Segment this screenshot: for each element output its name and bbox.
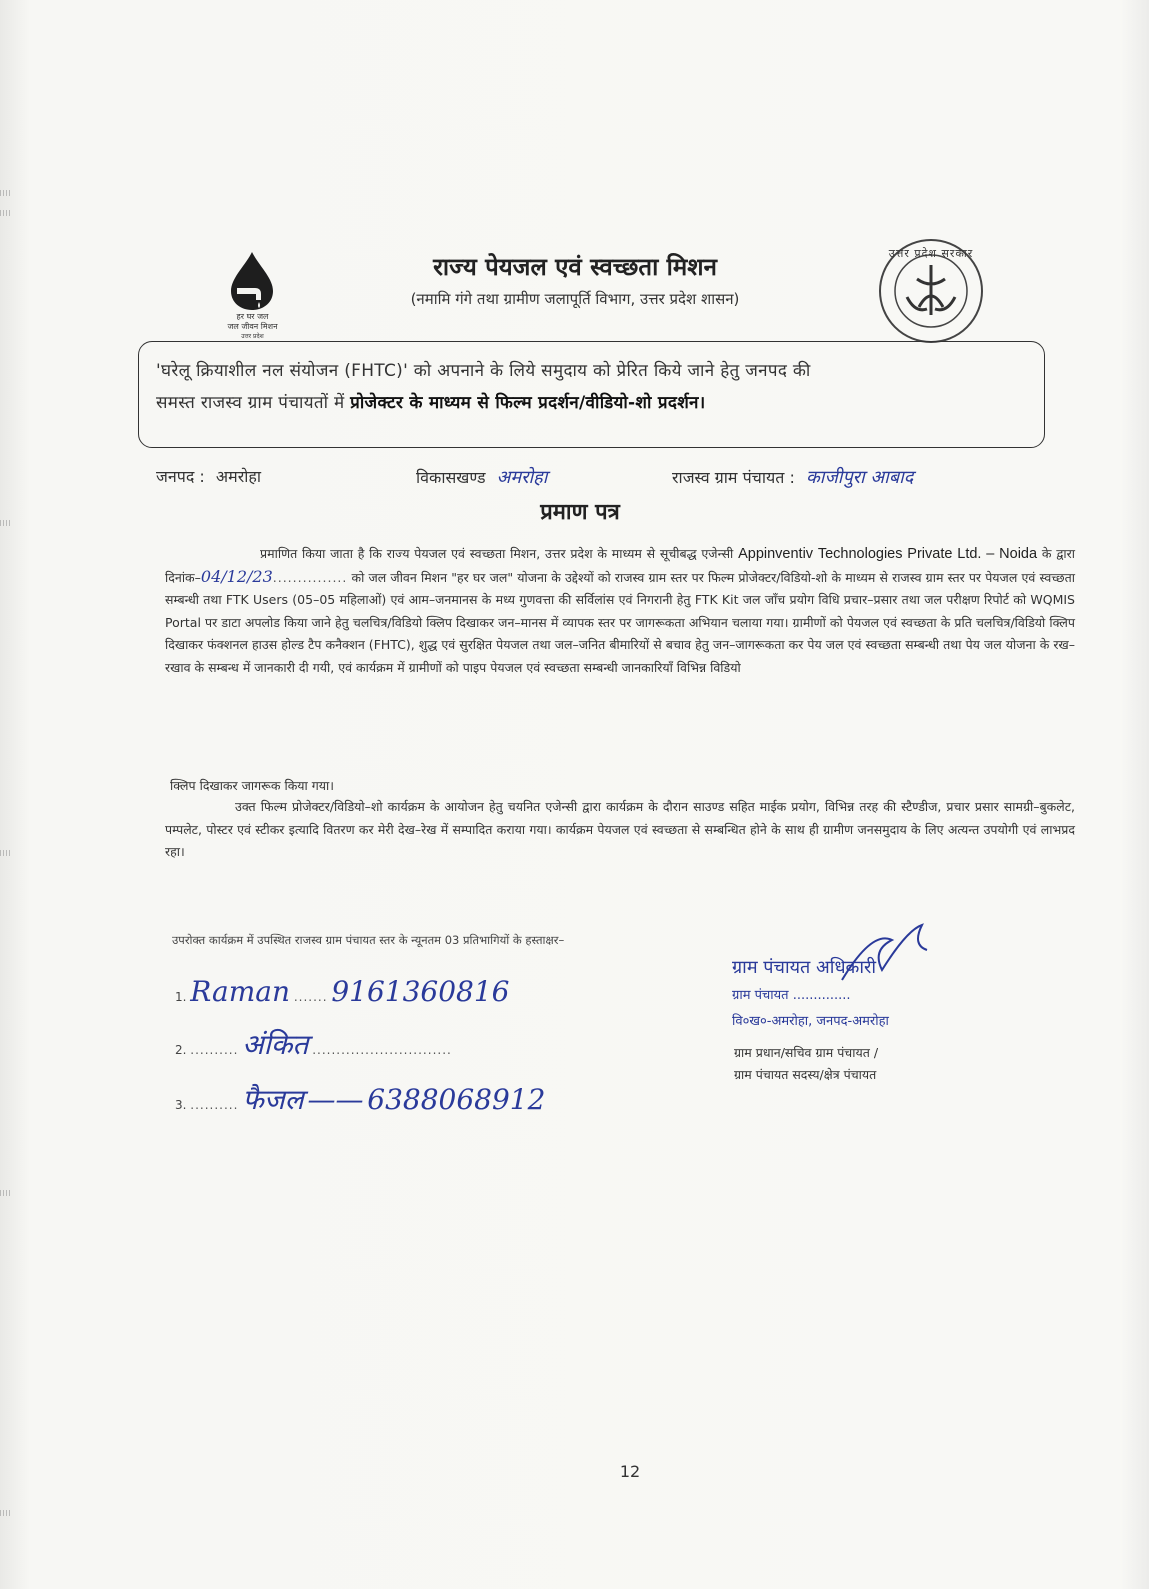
scan-edge-mark: [0, 190, 10, 196]
certificate-heading: प्रमाण पत्र: [540, 500, 620, 525]
notice-line2: [156, 390, 1026, 413]
participant-number: 3.: [175, 1098, 187, 1112]
notice-box: [138, 341, 1045, 448]
para1-part-b: के द्वारा दिनांक–: [165, 546, 1075, 585]
panchayat-value: काजीपुरा आबाद: [805, 467, 914, 488]
stamp-line1: ग्राम पंचायत अधिकारी: [732, 957, 877, 978]
program-date: 04/12/23: [200, 566, 273, 586]
notice-line2-regular: समस्त राजस्व ग्राम पंचायतों में: [156, 393, 345, 413]
logo-text-line2: जल जीवन मिशन: [227, 322, 278, 331]
agency-name-b: Technologies Private Ltd. – Noida: [817, 546, 1038, 562]
up-government-seal: [877, 237, 985, 345]
logo-text-line3: उत्तर प्रदेश: [241, 333, 264, 340]
participant-number: 2.: [175, 1043, 187, 1057]
district-label: जनपद :: [156, 467, 205, 486]
participant-row: 3. .......... फैजल —— 6388068912: [175, 1083, 546, 1116]
participant-row: 1. Raman ....... 9161360816: [175, 975, 510, 1008]
stamp-line3: वि०ख०-अमरोहा, जनपद-अमरोहा: [732, 1014, 889, 1029]
participant-name: Raman: [190, 975, 290, 1008]
seal-text: उत्तर प्रदेश सरकार: [888, 247, 974, 260]
scan-edge-mark: [0, 1190, 10, 1196]
district-value: अमरोहा: [215, 467, 262, 486]
role-line1: ग्राम प्रधान/सचिव ग्राम पंचायत /: [734, 1045, 879, 1060]
scan-edge-mark: [0, 210, 10, 216]
panchayat-field: [672, 465, 913, 489]
official-stamp: [732, 955, 1012, 1029]
participant-number: 1.: [175, 990, 187, 1004]
page-number: 12: [619, 1462, 641, 1481]
signature-mark: [832, 920, 952, 1000]
official-roles: [734, 1042, 1014, 1086]
role-line2: ग्राम पंचायत सदस्य/क्षेत्र पंचायत: [734, 1067, 877, 1082]
notice-line1: 'घरेलू क्रियाशील नल संयोजन (FHTC)' को अपनाने के लिये समुदाय को प्रेरित किये जाने हेतु जनपद की: [156, 361, 811, 381]
para1-part-c: को जल जीवन मिशन "हर घर जल" योजना के उद्देश्यों को राजस्व ग्राम स्तर पर फिल्म प्रोजेक्टर/विडियो-शो के माध्यम से राजस्व ग्राम स्तर पर पेयजल एवं स्वच्छता सम्बन्धी तथा FTK Users (05–05 महिलाओं) एवं आम–जनमानस के मध्य गुणवत्ता की सर्विलांस एवं निगरानी हेतु FTK Kit जल जाँच प्रयोग विधि प्रचार–प्रसार तथा जल परीक्षण रिपोर्ट को WQMIS Portal पर डाटा अपलोड किया जाने हेतु चलचित्र/विडियो क्लिप दिखाकर जन–मानस में व्यापक स्तर पर जागरूकता अभियान चलाया गया। ग्रामीणों को पेयजल एवं स्वच्छता के प्रति चलचित्र/विडियो क्लिप दिखाकर फंक्शनल हाउस होल्ड टैप कनैक्शन (FHTC), शुद्ध एवं सुरक्षित पेयजल तथा जल–जनित बीमारियों से बचाव हेतु जन–जागरूकता कर पेय जल एवं स्वच्छता सम्बन्धी तथा पेय जल योजना के रख–रखाव के सम्बन्ध में जानकारी दी गयी, एवं कार्यक्रम में ग्रामीणों को पाइप पेयजल एवं स्वच्छता सम्बन्धी जानकारियाँ विभिन्न विडियो: [165, 569, 1075, 675]
district-field: [156, 465, 261, 487]
certificate-paragraph-2: उक्त फिल्म प्रोजेक्टर/विडियो–शो कार्यक्रम के आयोजन हेतु चयनित एजेन्सी द्वारा कार्यक्रम के दौरान साउण्ड सहित माईक प्रयोग, विभिन्न तरह की स्टैण्डीज, प्रचार प्रसार सामग्री–बुकलेट, पम्पलेट, पोस्टर एवं स्टीकर इत्यादि वितरण कर मेरी देख–रेख में सम्पादित कराया गया। कार्यक्रम पेयजल एवं स्वच्छता से सम्बन्धित होने के साथ ही ग्रामीण जनसमुदाय के लिए अत्यन्त उपयोगी एवं लाभप्रद रहा।: [165, 799, 1075, 859]
agency-name-a: Appinventiv: [738, 546, 814, 562]
block-label: विकासखण्ड: [416, 468, 486, 487]
para1-end: क्लिप दिखाकर जागरूक किया गया।: [170, 778, 335, 793]
notice-line2-bold: प्रोजेक्टर के माध्यम से फिल्म प्रदर्शन/वीडियो-शो प्रदर्शन।: [350, 393, 706, 413]
page-title: राज्य पेयजल एवं स्वच्छता मिशन: [433, 253, 717, 281]
participant-phone: 6388068912: [367, 1083, 546, 1116]
signatures-intro: उपरोक्त कार्यक्रम में उपस्थित राजस्व ग्राम पंचायत स्तर के न्यूनतम 03 प्रतिभागियों के हस्ताक्षर–: [172, 933, 565, 947]
participant-row: 2. .......... अंकित .............................: [175, 1028, 452, 1061]
stamp-line2: ग्राम पंचायत ..............: [732, 988, 851, 1003]
scan-edge-mark: [0, 1510, 10, 1516]
logo-text-line1: हर घर जल: [236, 312, 269, 321]
participant-name: अंकित: [242, 1028, 309, 1061]
certificate-paragraph-1: प्रमाणित किया जाता है कि राज्य पेयजल एवं स्वच्छता मिशन, उत्तर प्रदेश के माध्यम से सूचीबद्ध एजेन्सी Appinventiv Technologies Private Ltd. – Noida के द्वारा दिनांक–04/12/23............... को जल जीवन मिशन "हर घर जल" योजना के उद्देश्यों को राजस्व ग्राम स्तर पर फिल्म प्रोजेक्टर/विडियो-शो के माध्यम से राजस्व ग्राम स्तर पर पेयजल एवं स्वच्छता सम्बन्धी तथा FTK Users (05–05 महिलाओं) एवं आम–जनमानस के मध्य गुणवत्ता की सर्विलांस एवं निगरानी हेतु FTK Kit जल जाँच प्रयोग विधि प्रचार–प्रसार तथा जल परीक्षण रिपोर्ट को WQMIS Portal पर डाटा अपलोड किया जाने हेतु चलचित्र/विडियो क्लिप दिखाकर जन–मानस में व्यापक स्तर पर जागरूकता अभियान चलाया गया। ग्रामीणों को पेयजल एवं स्वच्छता के प्रति चलचित्र/विडियो क्लिप दिखाकर फंक्शनल हाउस होल्ड टैप कनैक्शन (FHTC), शुद्ध एवं सुरक्षित पेयजल तथा जल–जनित बीमारियों से बचाव हेतु जन–जागरूकता कर पेय जल एवं स्वच्छता सम्बन्धी तथा पेय जल योजना के रख–रखाव के सम्बन्ध में जानकारी दी गयी, एवं कार्यक्रम में ग्रामीणों को पाइप पेयजल एवं स्वच्छता सम्बन्धी जानकारियाँ विभिन्न विडियो: [165, 546, 1075, 675]
participant-name: फैजल: [242, 1083, 304, 1116]
block-value: अमरोहा: [496, 467, 548, 488]
block-field: [416, 465, 547, 489]
participant-phone: 9161360816: [331, 975, 510, 1008]
page-subtitle: (नमामि गंगे तथा ग्रामीण जलापूर्ति विभाग, उत्तर प्रदेश शासन): [410, 290, 740, 308]
scan-edge-mark: [0, 520, 10, 526]
scan-edge-mark: [0, 850, 10, 856]
panchayat-label: राजस्व ग्राम पंचायत :: [672, 468, 795, 487]
para1-part-a: प्रमाणित किया जाता है कि राज्य पेयजल एवं स्वच्छता मिशन, उत्तर प्रदेश के माध्यम से सूचीबद्ध एजेन्सी: [260, 546, 734, 561]
